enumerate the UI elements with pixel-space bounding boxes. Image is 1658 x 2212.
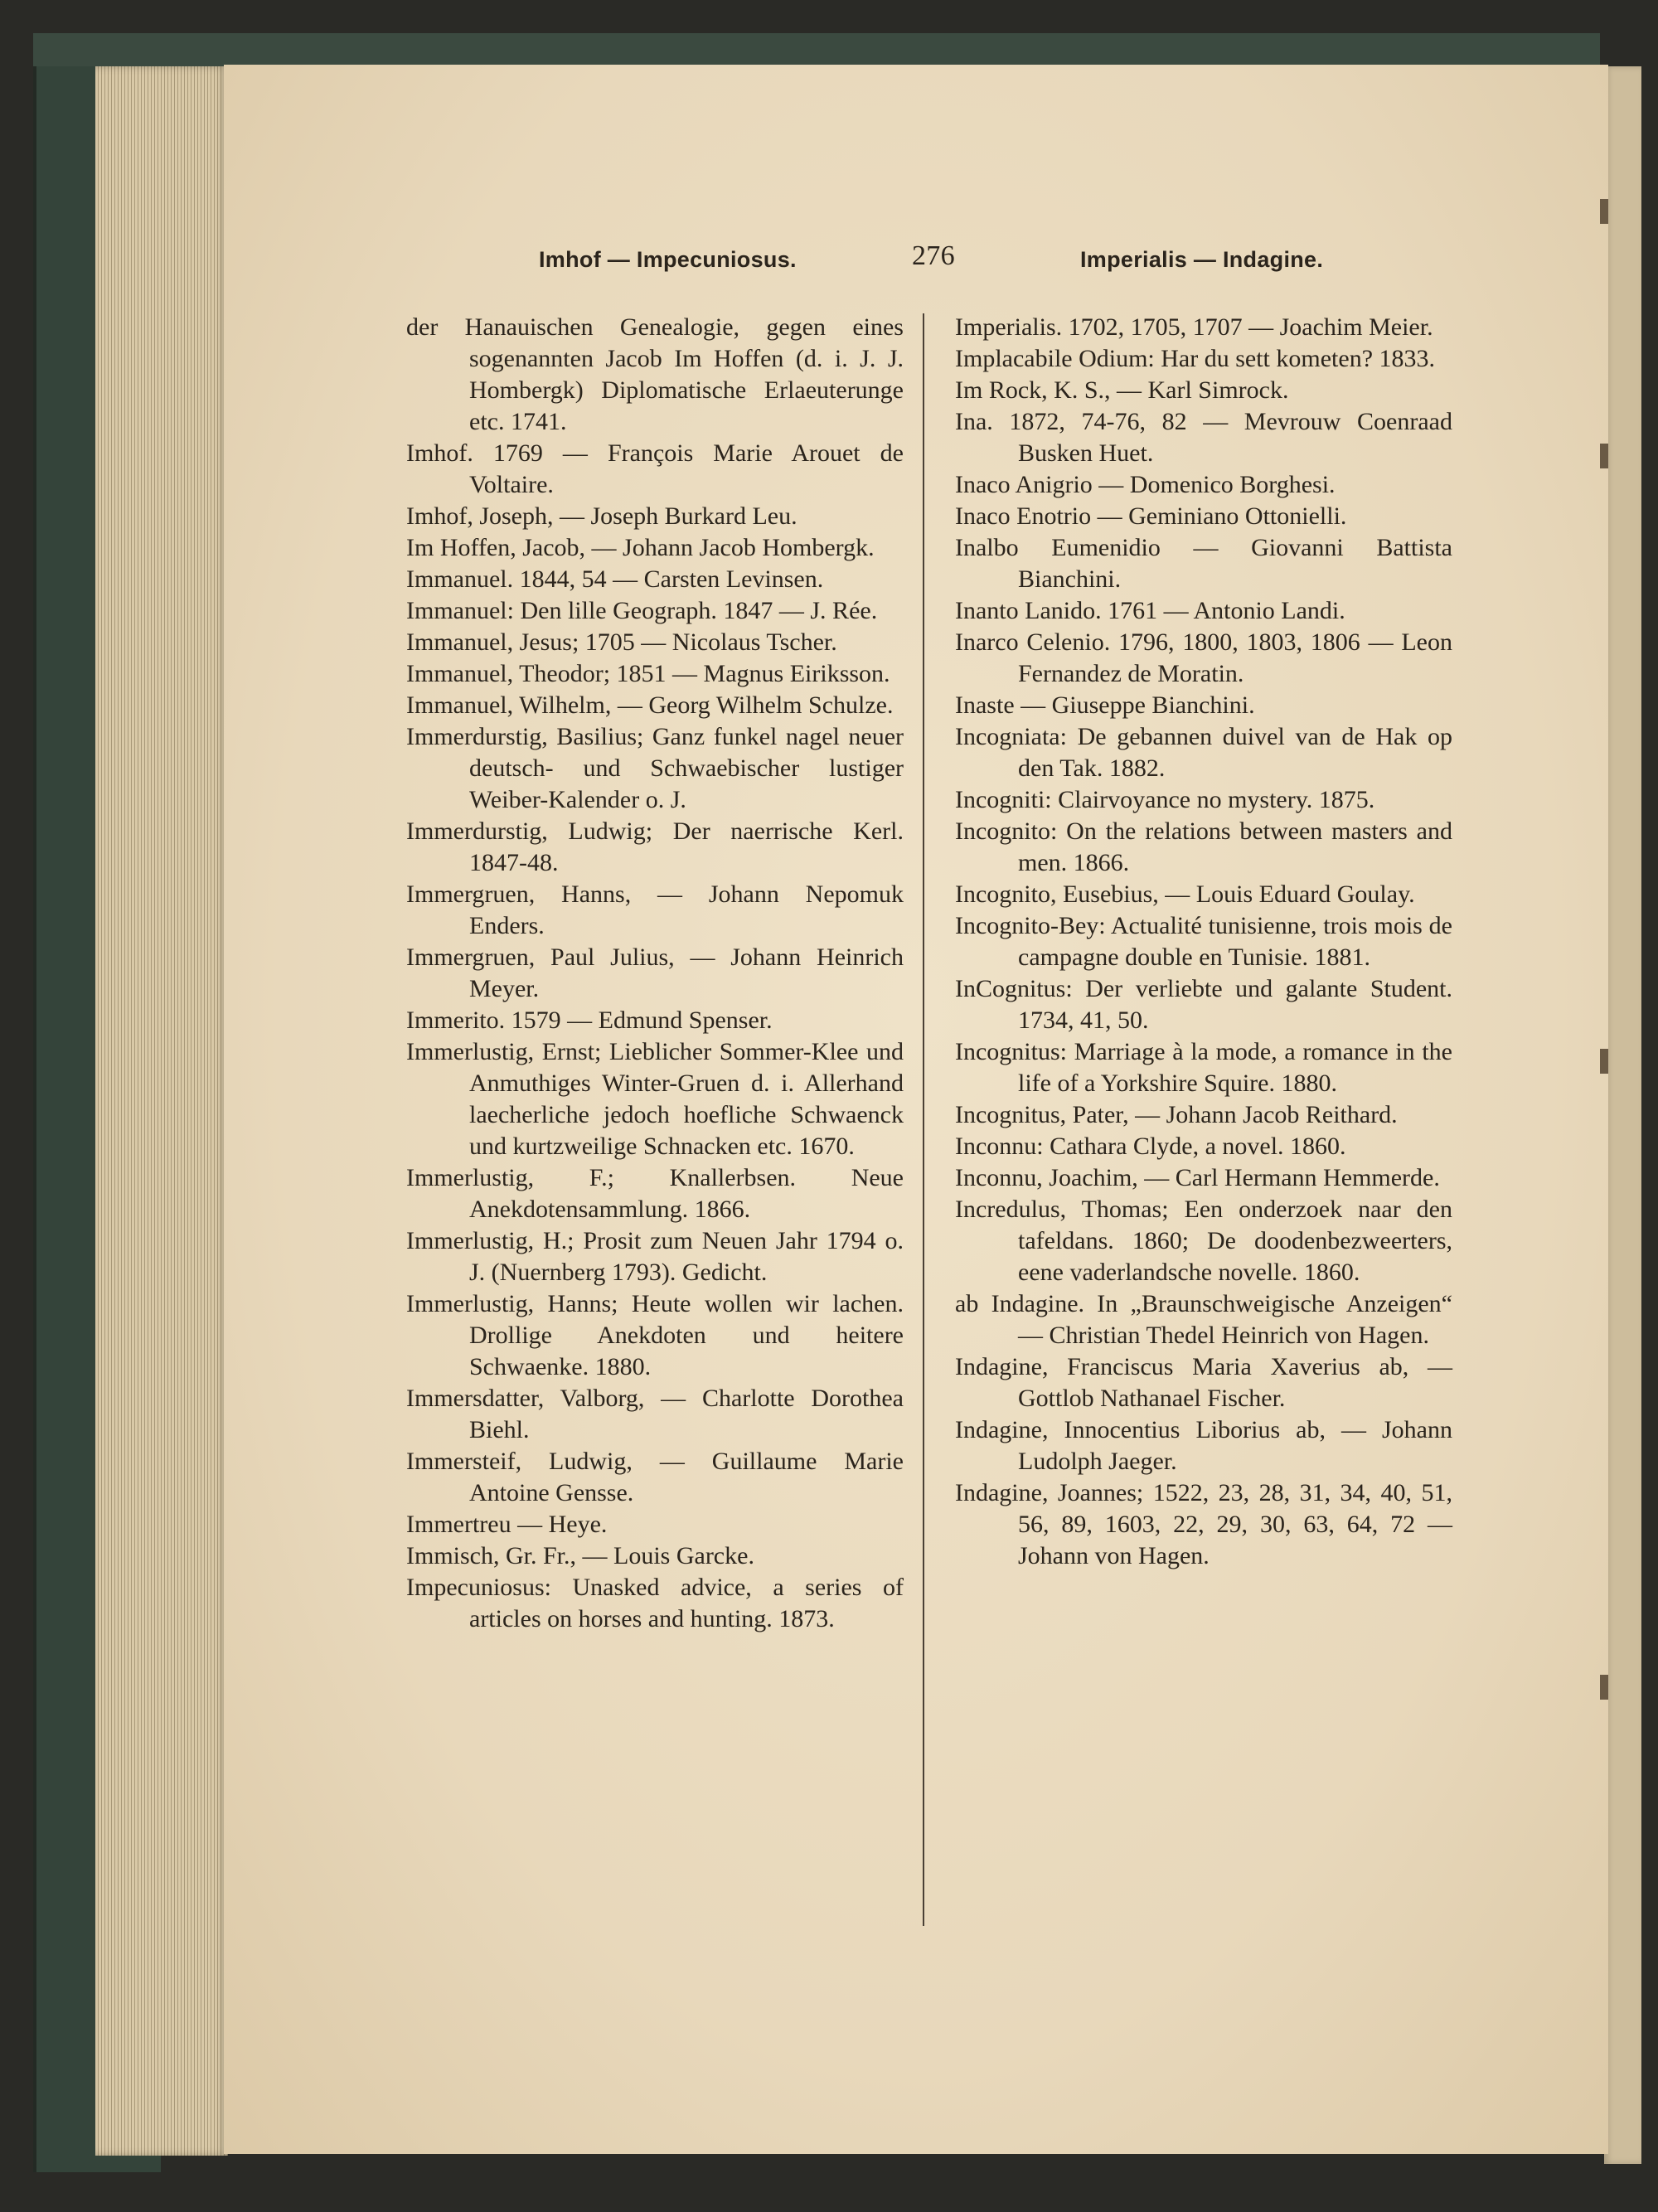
index-entry: Immerlustig, Ernst; Lieblicher Sommer-Klee und Anmuthiges Winter-Gruen d. i. Allerhand laecherliche jedoch hoefliche Schwaenck und kurtzweilige Schnacken etc. 1670.: [406, 1038, 904, 1160]
index-entry: Indagine, Joannes; 1522, 23, 28, 31, 34, 40, 51, 56, 89, 1603, 22, 29, 30, 63, 64, 72 — Johann von Hagen.: [955, 1479, 1452, 1569]
header-right: Imperialis — Indagine.: [1080, 247, 1324, 272]
index-entry: Immisch, Gr. Fr., — Louis Garcke.: [406, 1542, 754, 1569]
column-divider: [923, 313, 924, 1926]
index-entry: Immanuel, Wilhelm, — Georg Wilhelm Schulze.: [406, 691, 894, 719]
index-entry: Immerlustig, F.; Knallerbsen. Neue Anekdotensammlung. 1866.: [406, 1164, 904, 1223]
index-entry: Incredulus, Thomas; Een onderzoek naar den tafeldans. 1860; De doodenbezweerters, eene vaderlandsche novelle. 1860.: [955, 1196, 1452, 1286]
index-entry: Incogniti: Clairvoyance no mystery. 1875.: [955, 786, 1375, 813]
index-entry: Immergruen, Hanns, — Johann Nepomuk Enders.: [406, 880, 904, 939]
index-entry: Immersteif, Ludwig, — Guillaume Marie Antoine Gensse.: [406, 1448, 904, 1506]
index-entry: Ina. 1872, 74-76, 82 — Mevrouw Coenraad Busken Huet.: [955, 408, 1452, 467]
index-entry: der Hanauischen Genealogie, gegen eines sogenannten Jacob Im Hoffen (d. i. J. J. Hombergk) Diplomatische Erlaeuterunge etc. 1741.: [406, 313, 904, 435]
index-entry: Immerito. 1579 — Edmund Spenser.: [406, 1007, 773, 1034]
index-entry: Immerdurstig, Basilius; Ganz funkel nagel neuer deutsch- und Schwaebischer lustiger Weiber-Kalender o. J.: [406, 723, 904, 813]
index-entry: ab Indagine. In „Braunschweigische Anzeigen“ — Christian Thedel Heinrich von Hagen.: [955, 1290, 1452, 1349]
index-entry: Incognito, Eusebius, — Louis Eduard Goulay.: [955, 880, 1415, 908]
page-edges: [95, 66, 228, 2156]
index-entry: Incognito-Bey: Actualité tunisienne, trois mois de campagne double en Tunisie. 1881.: [955, 912, 1452, 971]
index-entry: Im Rock, K. S., — Karl Simrock.: [955, 376, 1289, 404]
index-entry: Imperialis. 1702, 1705, 1707 — Joachim Meier.: [955, 313, 1433, 341]
index-entry: Inanto Lanido. 1761 — Antonio Landi.: [955, 597, 1345, 624]
left-column: [406, 312, 904, 1635]
index-entry: Immersdatter, Valborg, — Charlotte Dorothea Biehl.: [406, 1385, 904, 1443]
page-mark: [1600, 199, 1608, 224]
index-entry: Inaco Anigrio — Domenico Borghesi.: [955, 471, 1336, 498]
right-page-edge: [1604, 66, 1641, 2164]
index-entry: Incognito: On the relations between masters and men. 1866.: [955, 817, 1452, 876]
right-column: [955, 312, 1452, 1572]
index-entry: Implacabile Odium: Har du sett kometen? 1833.: [955, 345, 1436, 372]
index-entry: Incognitus, Pater, — Johann Jacob Reithard.: [955, 1101, 1398, 1128]
index-entry: Immanuel, Theodor; 1851 — Magnus Eiriksson.: [406, 660, 890, 687]
index-entry: Immanuel, Jesus; 1705 — Nicolaus Tscher.: [406, 628, 837, 656]
index-entry: Immerdurstig, Ludwig; Der naerrische Kerl. 1847-48.: [406, 817, 904, 876]
header-left: Imhof — Impecuniosus.: [539, 247, 797, 272]
index-entry: Immergruen, Paul Julius, — Johann Heinrich Meyer.: [406, 943, 904, 1002]
index-entry: Indagine, Innocentius Liborius ab, — Johann Ludolph Jaeger.: [955, 1416, 1452, 1475]
index-entry: Imhof, Joseph, — Joseph Burkard Leu.: [406, 502, 797, 530]
page-mark: [1600, 1675, 1608, 1700]
index-entry: Im Hoffen, Jacob, — Johann Jacob Hombergk.: [406, 534, 875, 561]
index-entry: Incogniata: De gebannen duivel van de Hak op den Tak. 1882.: [955, 723, 1452, 782]
index-entry: Immertreu — Heye.: [406, 1511, 608, 1538]
index-entry: Inconnu: Cathara Clyde, a novel. 1860.: [955, 1133, 1346, 1160]
index-entry: Impecuniosus: Unasked advice, a series of articles on horses and hunting. 1873.: [406, 1574, 904, 1632]
index-entry: Immerlustig, H.; Prosit zum Neuen Jahr 1794 o. J. (Nuernberg 1793). Gedicht.: [406, 1227, 904, 1286]
index-entry: Inconnu, Joachim, — Carl Hermann Hemmerde.: [955, 1164, 1440, 1191]
index-entry: Immerlustig, Hanns; Heute wollen wir lachen. Drollige Anekdoten und heitere Schwaenke. 1880.: [406, 1290, 904, 1380]
page-mark: [1600, 1049, 1608, 1074]
index-entry: Imhof. 1769 — François Marie Arouet de Voltaire.: [406, 439, 904, 498]
index-entry: Indagine, Franciscus Maria Xaverius ab, — Gottlob Nathanael Fischer.: [955, 1353, 1452, 1412]
page-mark: [1600, 444, 1608, 468]
index-entry: Inarco Celenio. 1796, 1800, 1803, 1806 — Leon Fernandez de Moratin.: [955, 628, 1452, 687]
page-number: 276: [912, 240, 955, 271]
index-entry: Inaste — Giuseppe Bianchini.: [955, 691, 1255, 719]
index-entry: Incognitus: Marriage à la mode, a romance in the life of a Yorkshire Squire. 1880.: [955, 1038, 1452, 1097]
index-entry: Immanuel: Den lille Geograph. 1847 — J. Rée.: [406, 597, 878, 624]
index-entry: Inaco Enotrio — Geminiano Ottonielli.: [955, 502, 1347, 530]
index-entry: Immanuel. 1844, 54 — Carsten Levinsen.: [406, 565, 824, 593]
index-entry: InCognitus: Der verliebte und galante Student. 1734, 41, 50.: [955, 975, 1452, 1034]
book-cover-top: [33, 33, 1600, 66]
index-entry: Inalbo Eumenidio — Giovanni Battista Bianchini.: [955, 534, 1452, 593]
